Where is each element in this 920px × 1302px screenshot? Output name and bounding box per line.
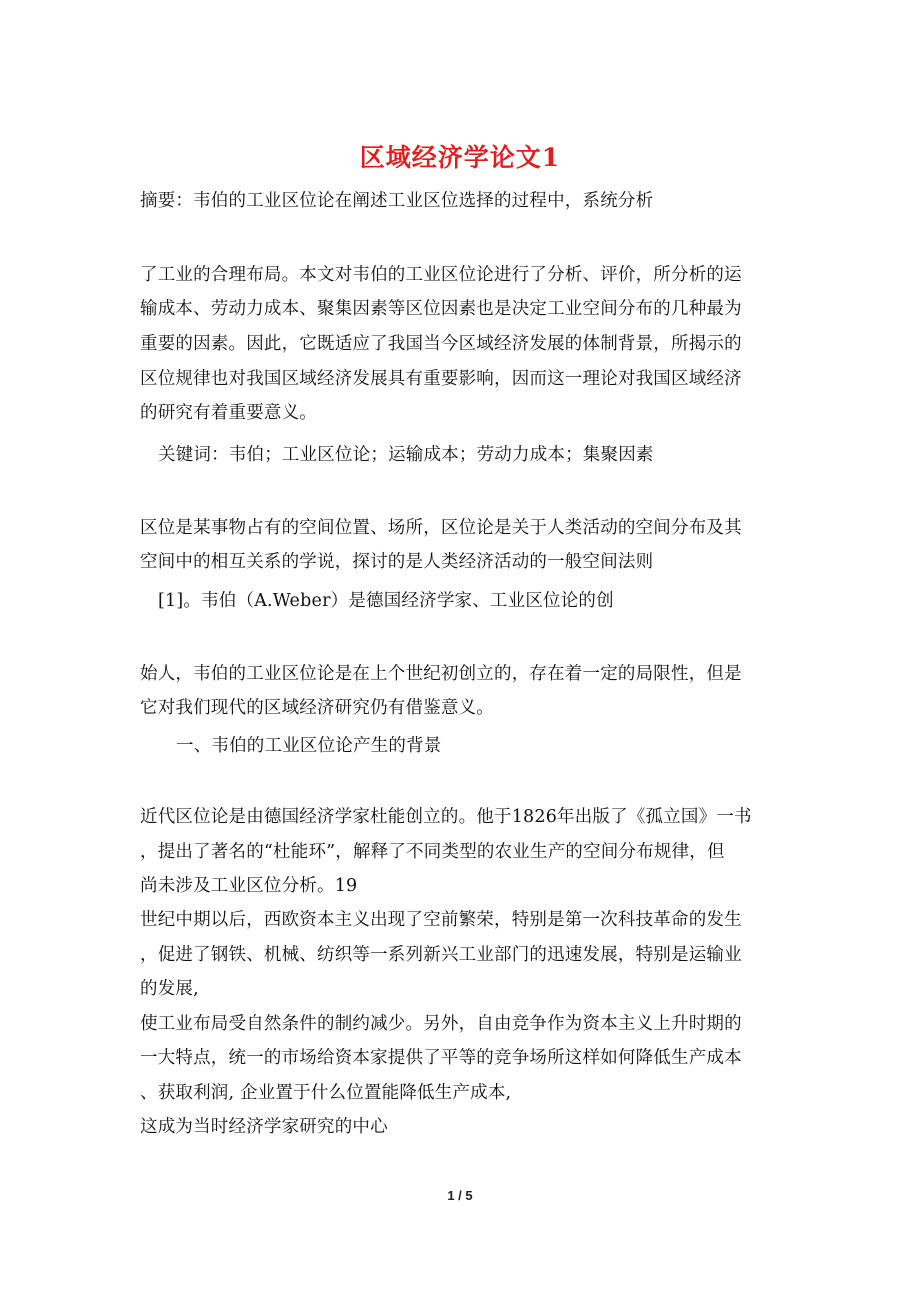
abstract-line-2: 了工业的合理布局。本文对韦伯的工业区位论进行了分析、评价，所分析的运 <box>140 265 742 285</box>
paragraph-line: 这成为当时经济学家研究的中心 <box>140 1117 388 1137</box>
paragraph-line: 的发展, <box>140 979 199 999</box>
paragraph-line: 世纪中期以后，西欧资本主义出现了空前繁荣，特别是第一次科技革命的发生 <box>140 910 742 930</box>
paragraph-line: 区位是某事物占有的空间位置、场所，区位论是关于人类活动的空间分布及其 <box>140 518 742 538</box>
paragraph-line: 一大特点，统一的市场给资本家提供了平等的竞争场所这样如何降低生产成本 <box>140 1048 742 1068</box>
paragraph-line: 它对我们现代的区域经济研究仍有借鉴意义。 <box>140 698 494 718</box>
abstract-line-3: 输成本、劳动力成本、聚集因素等区位因素也是决定工业空间分布的几种最为 <box>140 299 742 319</box>
paragraph-line: [1]。韦伯（A.Weber）是德国经济学家、工业区位论的创 <box>158 591 614 611</box>
paragraph-line: 近代区位论是由德国经济学家杜能创立的。他于1826年出版了《孤立国》一书 <box>140 807 752 827</box>
paragraph-line: 始人，韦伯的工业区位论是在上个世纪初创立的，存在着一定的局限性，但是 <box>140 664 742 684</box>
page-indicator: 1 / 5 <box>447 1188 473 1203</box>
paragraph-line: ，促进了钢铁、机械、纺织等一系列新兴工业部门的迅速发展，特别是运输业 <box>140 945 742 965</box>
paragraph-line: 尚未涉及工业区位分析。19 <box>140 876 358 896</box>
section-heading: 一、韦伯的工业区位论产生的背景 <box>176 736 442 756</box>
abstract-line-4: 重要的因素。因此，它既适应了我国当今区域经济发展的体制背景，所揭示的 <box>140 334 742 354</box>
paragraph-line: 、获取利润, 企业置于什么位置能降低生产成本, <box>140 1083 512 1103</box>
abstract-line-1: 摘要：韦伯的工业区位论在阐述工业区位选择的过程中，系统分析 <box>140 191 654 211</box>
keywords-line: 关键词：韦伯；工业区位论；运输成本；劳动力成本；集聚因素 <box>158 445 654 465</box>
abstract-line-5: 区位规律也对我国区域经济发展具有重要影响，因而这一理论对我国区域经济 <box>140 369 742 389</box>
paragraph-line: 使工业布局受自然条件的制约减少。另外，自由竞争作为资本主义上升时期的 <box>140 1014 742 1034</box>
paragraph-line: ，提出了著名的“杜能环”，解释了不同类型的农业生产的空间分布规律，但 <box>140 842 725 862</box>
document-title: 区域经济学论文1 <box>359 143 561 172</box>
abstract-line-6: 的研究有着重要意义。 <box>140 403 317 423</box>
paragraph-line: 空间中的相互关系的学说，探讨的是人类经济活动的一般空间法则 <box>140 552 654 572</box>
